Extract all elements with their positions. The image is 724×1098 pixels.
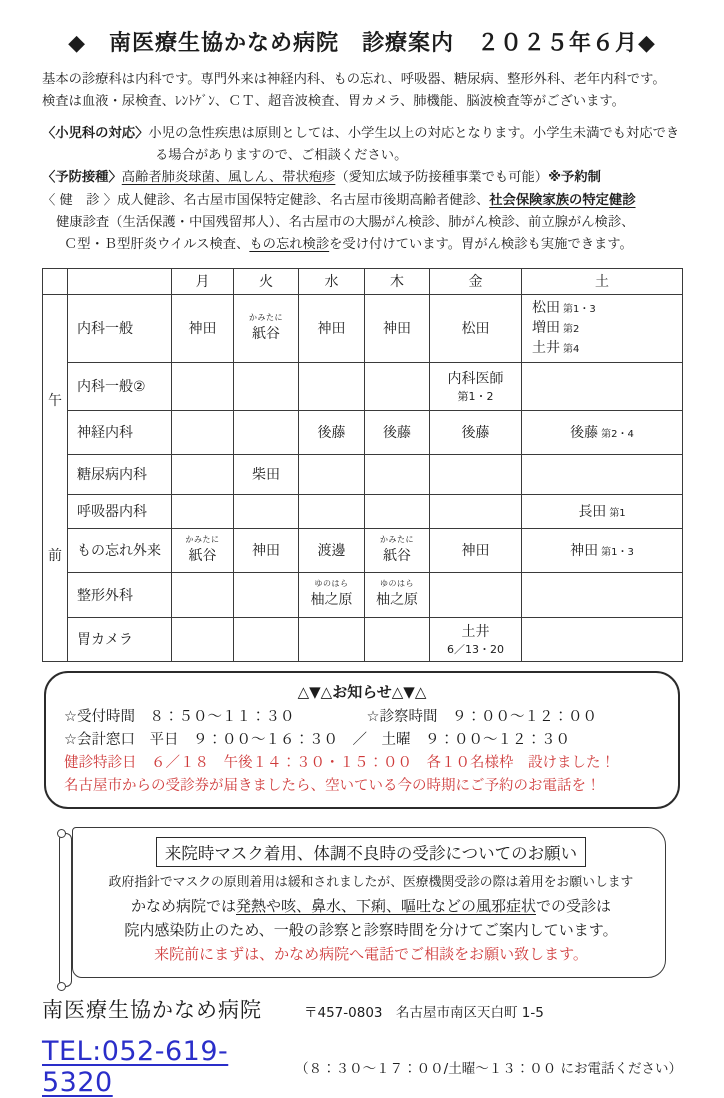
schedule-cell	[430, 494, 522, 528]
schedule-cell	[172, 494, 234, 528]
symptoms-underlined: 発熱や咳、鼻水、下痢、嘔吐などの風邪症状	[235, 896, 536, 915]
kenshin-highlight: 社会保険家族の特定健診	[489, 192, 636, 208]
schedule-cell: 神田	[172, 294, 234, 362]
intro-line-2: 検査は血液・尿検査、ﾚﾝﾄｹﾞﾝ、ＣＴ、超音波検査、胃カメラ、肺機能、脳波検査等がございます。	[42, 94, 625, 110]
mask-request-section	[72, 827, 666, 977]
intro-section	[42, 69, 682, 114]
kenshin-text: 成人健診、名古屋市国保特定健診、名古屋市後期高齢者健診、	[116, 192, 490, 208]
dept-label: 胃カメラ	[68, 617, 172, 661]
kenshin-line-2: 健康診査（生活保護・中国残留邦人）、名古屋市の大腸がん検診、肺がん検診、前立腺がん検診、	[56, 214, 635, 230]
schedule-cell	[172, 617, 234, 661]
scroll-decoration	[59, 833, 72, 986]
schedule-cell: 渡邊	[299, 528, 365, 572]
schedule-cell	[299, 617, 365, 661]
schedule-cell	[365, 362, 430, 410]
table-row	[43, 410, 683, 454]
schedule-cell	[172, 572, 234, 617]
kenshin-line3-a: Ｃ型・Ｂ型肝炎ウイルス検査、	[64, 237, 250, 253]
schedule-cell	[172, 362, 234, 410]
schedule-cell	[299, 362, 365, 410]
table-row	[43, 528, 683, 572]
schedule-cell	[234, 362, 299, 410]
schedule-cell: かみたに 紙谷	[365, 528, 430, 572]
notice-hours-row	[64, 706, 660, 729]
table-row	[43, 454, 683, 494]
kenshin-line-3	[42, 234, 682, 256]
hospital-name: 南医療生協かなめ病院	[42, 997, 262, 1022]
schedule-cell	[430, 572, 522, 617]
schedule-cell	[234, 617, 299, 661]
schedule-cell: 神田	[299, 294, 365, 362]
telephone-hours-note: （８：３０～１７：００/土曜～１３：００ にお電話ください）	[295, 1060, 682, 1077]
day-header-sat: 土	[522, 268, 683, 294]
vaccination-label: 〈予防接種〉	[42, 170, 122, 186]
schedule-cell: 神田	[234, 528, 299, 572]
schedule-cell	[234, 410, 299, 454]
day-header-fri: 金	[430, 268, 522, 294]
schedule-cell: 長田 第1	[522, 494, 683, 528]
kenshin-line3-b: を受け付けています。胃がん検診も実施できます。	[329, 237, 633, 253]
schedule-cell: 神田	[430, 528, 522, 572]
schedule-cell: 後藤 第2・4	[522, 410, 683, 454]
mask-request-box	[72, 827, 666, 977]
day-header-mon: 月	[172, 268, 234, 294]
schedule-cell	[234, 572, 299, 617]
reservation-call-notice: 名古屋市からの受診券が届きましたら、空いている今の時期にご予約のお電話を！	[64, 778, 601, 795]
table-row	[43, 294, 683, 362]
vaccination-diseases: 高齢者肺炎球菌、風しん、帯状疱疹	[121, 170, 336, 186]
intro-line-1: 基本の診療科は内科です。専門外来は神経内科、もの忘れ、呼吸器、糖尿病、整形外科、老年内科です。	[42, 72, 666, 87]
schedule-cell: かみたに 紙谷	[172, 528, 234, 572]
schedule-cell	[172, 454, 234, 494]
dept-label: 整形外科	[68, 572, 172, 617]
schedule-cell: 後藤	[430, 410, 522, 454]
period-am-label	[43, 294, 68, 661]
period-char-bottom: 前	[48, 547, 62, 564]
footer-section	[42, 994, 682, 1098]
schedule-cell: 内科医師 第1・2	[430, 362, 522, 410]
page-title: ◆ 南医療生協かなめ病院 診療案内 ２０２５年６月◆	[68, 31, 656, 56]
dept-label: 糖尿病内科	[68, 454, 172, 494]
vaccination-line	[42, 167, 682, 189]
schedule-cell-sat-multi: 松田 第1・3 増田 第2 土井 第4	[522, 294, 683, 362]
dept-label: 内科一般②	[68, 362, 172, 410]
cold-symptoms-line: かなめ病院では発熱や咳、鼻水、下痢、嘔吐などの風邪症状での受診は	[130, 896, 612, 915]
schedule-cell: 後藤	[299, 410, 365, 454]
day-header-thu: 木	[365, 268, 430, 294]
mask-policy-line: 政府指針でマスクの原則着用は緩和されましたが、医療機関受診の際は着用をお願いします	[108, 875, 634, 891]
dept-label: 内科一般	[68, 294, 172, 362]
cashier-hours: ☆会計窓口 平日 ９：００～１６：３０ ／ 土曜 ９：００～１２：３０	[64, 731, 570, 748]
schedule-cell: ゆのはら 柚之原	[365, 572, 430, 617]
schedule-cell: 後藤	[365, 410, 430, 454]
table-row	[43, 572, 683, 617]
schedule-header-row	[43, 268, 683, 294]
dept-header-cell	[68, 268, 172, 294]
schedule-cell: 土井 6／13・20	[430, 617, 522, 661]
dept-label: もの忘れ外来	[68, 528, 172, 572]
schedule-cell	[365, 617, 430, 661]
notice-box	[44, 671, 680, 810]
dept-label: 神経内科	[68, 410, 172, 454]
schedule-cell	[365, 494, 430, 528]
schedule-cell: 神田 第1・3	[522, 528, 683, 572]
day-header-tue: 火	[234, 268, 299, 294]
pediatrics-line-2: る場合がありますので、ご相談ください。	[155, 147, 408, 163]
period-char-top: 午	[48, 393, 62, 410]
mask-request-title: 来院時マスク着用、体調不良時の受診についてのお願い	[156, 837, 586, 867]
pediatrics-label: 〈小児科の対応〉	[42, 125, 149, 141]
examination-hours: ☆診察時間 ９：００～１２：００	[366, 708, 597, 725]
schedule-cell: 柴田	[234, 454, 299, 494]
notice-title: △▼△お知らせ△▼△	[297, 682, 427, 701]
schedule-cell: 神田	[365, 294, 430, 362]
schedule-cell: かみたに 紙谷	[234, 294, 299, 362]
table-row	[43, 362, 683, 410]
schedule-cell	[172, 410, 234, 454]
pediatrics-text: 小児の急性疾患は原則としては、小学生以上の対応となります。小学生未満でも対応でき	[148, 125, 680, 141]
table-row	[43, 494, 683, 528]
table-row	[43, 617, 683, 661]
schedule-cell	[430, 454, 522, 494]
telephone-link[interactable]: TEL:052-619-5320	[42, 1035, 229, 1098]
notes-section	[42, 123, 682, 257]
special-checkup-notice: 健診特診日 ６／１８ 午後１４：３０・１５：００ 各１０名様枠 設けました！	[64, 754, 615, 771]
schedule-cell	[234, 494, 299, 528]
reception-hours: ☆受付時間 ８：５０～１１：３０	[64, 708, 295, 725]
dept-label: 呼吸器内科	[68, 494, 172, 528]
infection-control-line: 院内感染防止のため、一般の診察と診察時間を分けてご案内しています。	[124, 921, 618, 940]
schedule-cell	[522, 454, 683, 494]
schedule-table	[42, 268, 683, 662]
schedule-cell	[522, 617, 683, 661]
call-before-visit-line: 来院前にまずは、かなめ病院へ電話でご相談をお願い致します。	[154, 945, 588, 964]
kenshin-line3-underline: もの忘れ検診	[249, 237, 330, 253]
schedule-cell	[299, 494, 365, 528]
schedule-cell: ゆのはら 柚之原	[299, 572, 365, 617]
corner-cell	[43, 268, 68, 294]
schedule-cell	[365, 454, 430, 494]
pediatrics-line-1	[42, 123, 682, 145]
schedule-cell	[522, 362, 683, 410]
schedule-cell: 松田	[430, 294, 522, 362]
schedule-cell	[522, 572, 683, 617]
day-header-wed: 水	[299, 268, 365, 294]
hospital-address: 〒457-0803 名古屋市南区天白町 1-5	[304, 1004, 544, 1021]
vaccination-reserve: ※予約制	[548, 170, 601, 186]
kenshin-label: 〈 健 診 〉	[42, 192, 117, 208]
kenshin-line-1	[42, 190, 682, 212]
schedule-cell	[299, 454, 365, 494]
vaccination-middle: （愛知広域予防接種事業でも可能）	[335, 170, 549, 186]
